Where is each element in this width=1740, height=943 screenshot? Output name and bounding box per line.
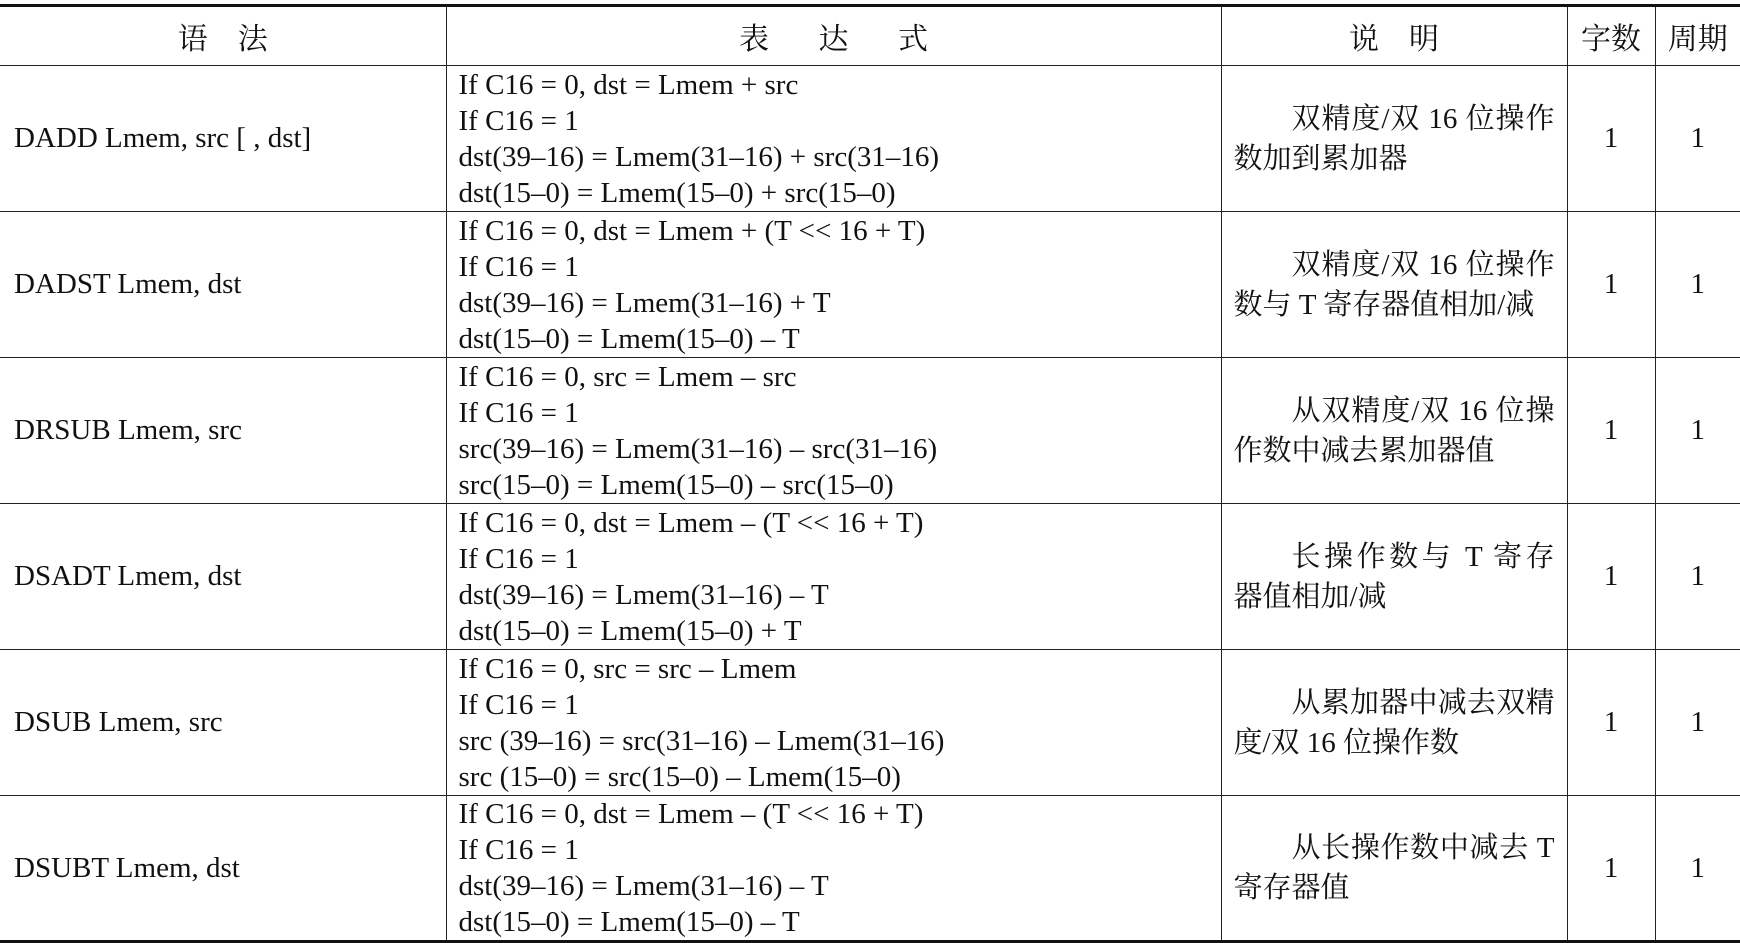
description-cell: 从长操作数中减去 T 寄存器值 xyxy=(1221,796,1567,942)
expression-line: If C16 = 1 xyxy=(458,834,579,866)
expression-line: If C16 = 0, src = Lmem – src xyxy=(458,360,797,393)
cycles-cell: 1 xyxy=(1655,796,1740,942)
header-cycles: 周期 xyxy=(1655,6,1740,66)
expression-line: If C16 = 1 xyxy=(458,250,579,283)
table-row xyxy=(0,650,1740,796)
expression-line: dst(39–16) = Lmem(31–16) + T xyxy=(458,286,831,319)
header-row xyxy=(0,6,1740,66)
expression-line: If C16 = 0, dst = Lmem + src xyxy=(458,68,799,101)
header-description: 说 明 xyxy=(1221,6,1567,66)
description-cell: 从累加器中减去双精度/双 16 位操作数 xyxy=(1221,650,1567,796)
description-cell: 从双精度/双 16 位操作数中减去累加器值 xyxy=(1221,358,1567,504)
expression-line: src (39–16) = src(31–16) – Lmem(31–16) xyxy=(458,724,945,757)
expression-cell xyxy=(446,796,1221,942)
expression-cell xyxy=(446,358,1221,504)
description-cell: 双精度/双 16 位操作数加到累加器 xyxy=(1221,66,1567,212)
cycles-cell: 1 xyxy=(1655,650,1740,796)
expression-line: dst(15–0) = Lmem(15–0) – T xyxy=(458,322,800,355)
expression-line: If C16 = 1 xyxy=(458,396,579,429)
expression-line: If C16 = 0, src = src – Lmem xyxy=(458,652,797,685)
expression-line: dst(15–0) = Lmem(15–0) + T xyxy=(458,614,802,647)
syntax-cell: DSUB Lmem, src xyxy=(0,650,446,796)
expression-line: dst(39–16) = Lmem(31–16) – T xyxy=(458,870,829,902)
expression-line: If C16 = 0, dst = Lmem – (T << 16 + T) xyxy=(458,506,924,539)
expression-cell xyxy=(446,212,1221,358)
table-row xyxy=(0,212,1740,358)
expression-line: dst(15–0) = Lmem(15–0) + src(15–0) xyxy=(458,176,896,209)
expression-line: dst(39–16) = Lmem(31–16) + src(31–16) xyxy=(458,140,940,173)
syntax-cell: DRSUB Lmem, src xyxy=(0,358,446,504)
header-expression: 表 达 式 xyxy=(446,6,1221,66)
syntax-cell: DSUBT Lmem, dst xyxy=(0,796,446,942)
table-row xyxy=(0,796,1740,942)
expression-line: src(15–0) = Lmem(15–0) – src(15–0) xyxy=(458,468,894,501)
syntax-cell: DADST Lmem, dst xyxy=(0,212,446,358)
expression-line: If C16 = 1 xyxy=(458,542,579,575)
words-cell: 1 xyxy=(1567,650,1655,796)
syntax-cell: DSADT Lmem, dst xyxy=(0,504,446,650)
expression-line: dst(15–0) = Lmem(15–0) – T xyxy=(458,906,800,938)
instruction-table xyxy=(0,4,1740,943)
expression-cell xyxy=(446,66,1221,212)
description-cell: 长操作数与 T 寄存器值相加/减 xyxy=(1221,504,1567,650)
words-cell: 1 xyxy=(1567,358,1655,504)
cycles-cell: 1 xyxy=(1655,212,1740,358)
expression-line: If C16 = 0, dst = Lmem – (T << 16 + T) xyxy=(458,798,924,830)
expression-cell xyxy=(446,650,1221,796)
words-cell: 1 xyxy=(1567,212,1655,358)
expression-line: If C16 = 0, dst = Lmem + (T << 16 + T) xyxy=(458,214,926,247)
table-row xyxy=(0,504,1740,650)
syntax-cell: DADD Lmem, src [ , dst] xyxy=(0,66,446,212)
cycles-cell: 1 xyxy=(1655,358,1740,504)
expression-line: src (15–0) = src(15–0) – Lmem(15–0) xyxy=(458,760,901,793)
expression-line: src(39–16) = Lmem(31–16) – src(31–16) xyxy=(458,432,938,465)
words-cell: 1 xyxy=(1567,796,1655,942)
description-cell: 双精度/双 16 位操作数与 T 寄存器值相加/减 xyxy=(1221,212,1567,358)
cycles-cell: 1 xyxy=(1655,504,1740,650)
expression-cell xyxy=(446,504,1221,650)
words-cell: 1 xyxy=(1567,66,1655,212)
expression-line: If C16 = 1 xyxy=(458,104,579,137)
table-row xyxy=(0,358,1740,504)
expression-line: dst(39–16) = Lmem(31–16) – T xyxy=(458,578,829,611)
header-words: 字数 xyxy=(1567,6,1655,66)
cycles-cell: 1 xyxy=(1655,66,1740,212)
table-row xyxy=(0,66,1740,212)
words-cell: 1 xyxy=(1567,504,1655,650)
header-syntax: 语 法 xyxy=(0,6,446,66)
expression-line: If C16 = 1 xyxy=(458,688,579,721)
